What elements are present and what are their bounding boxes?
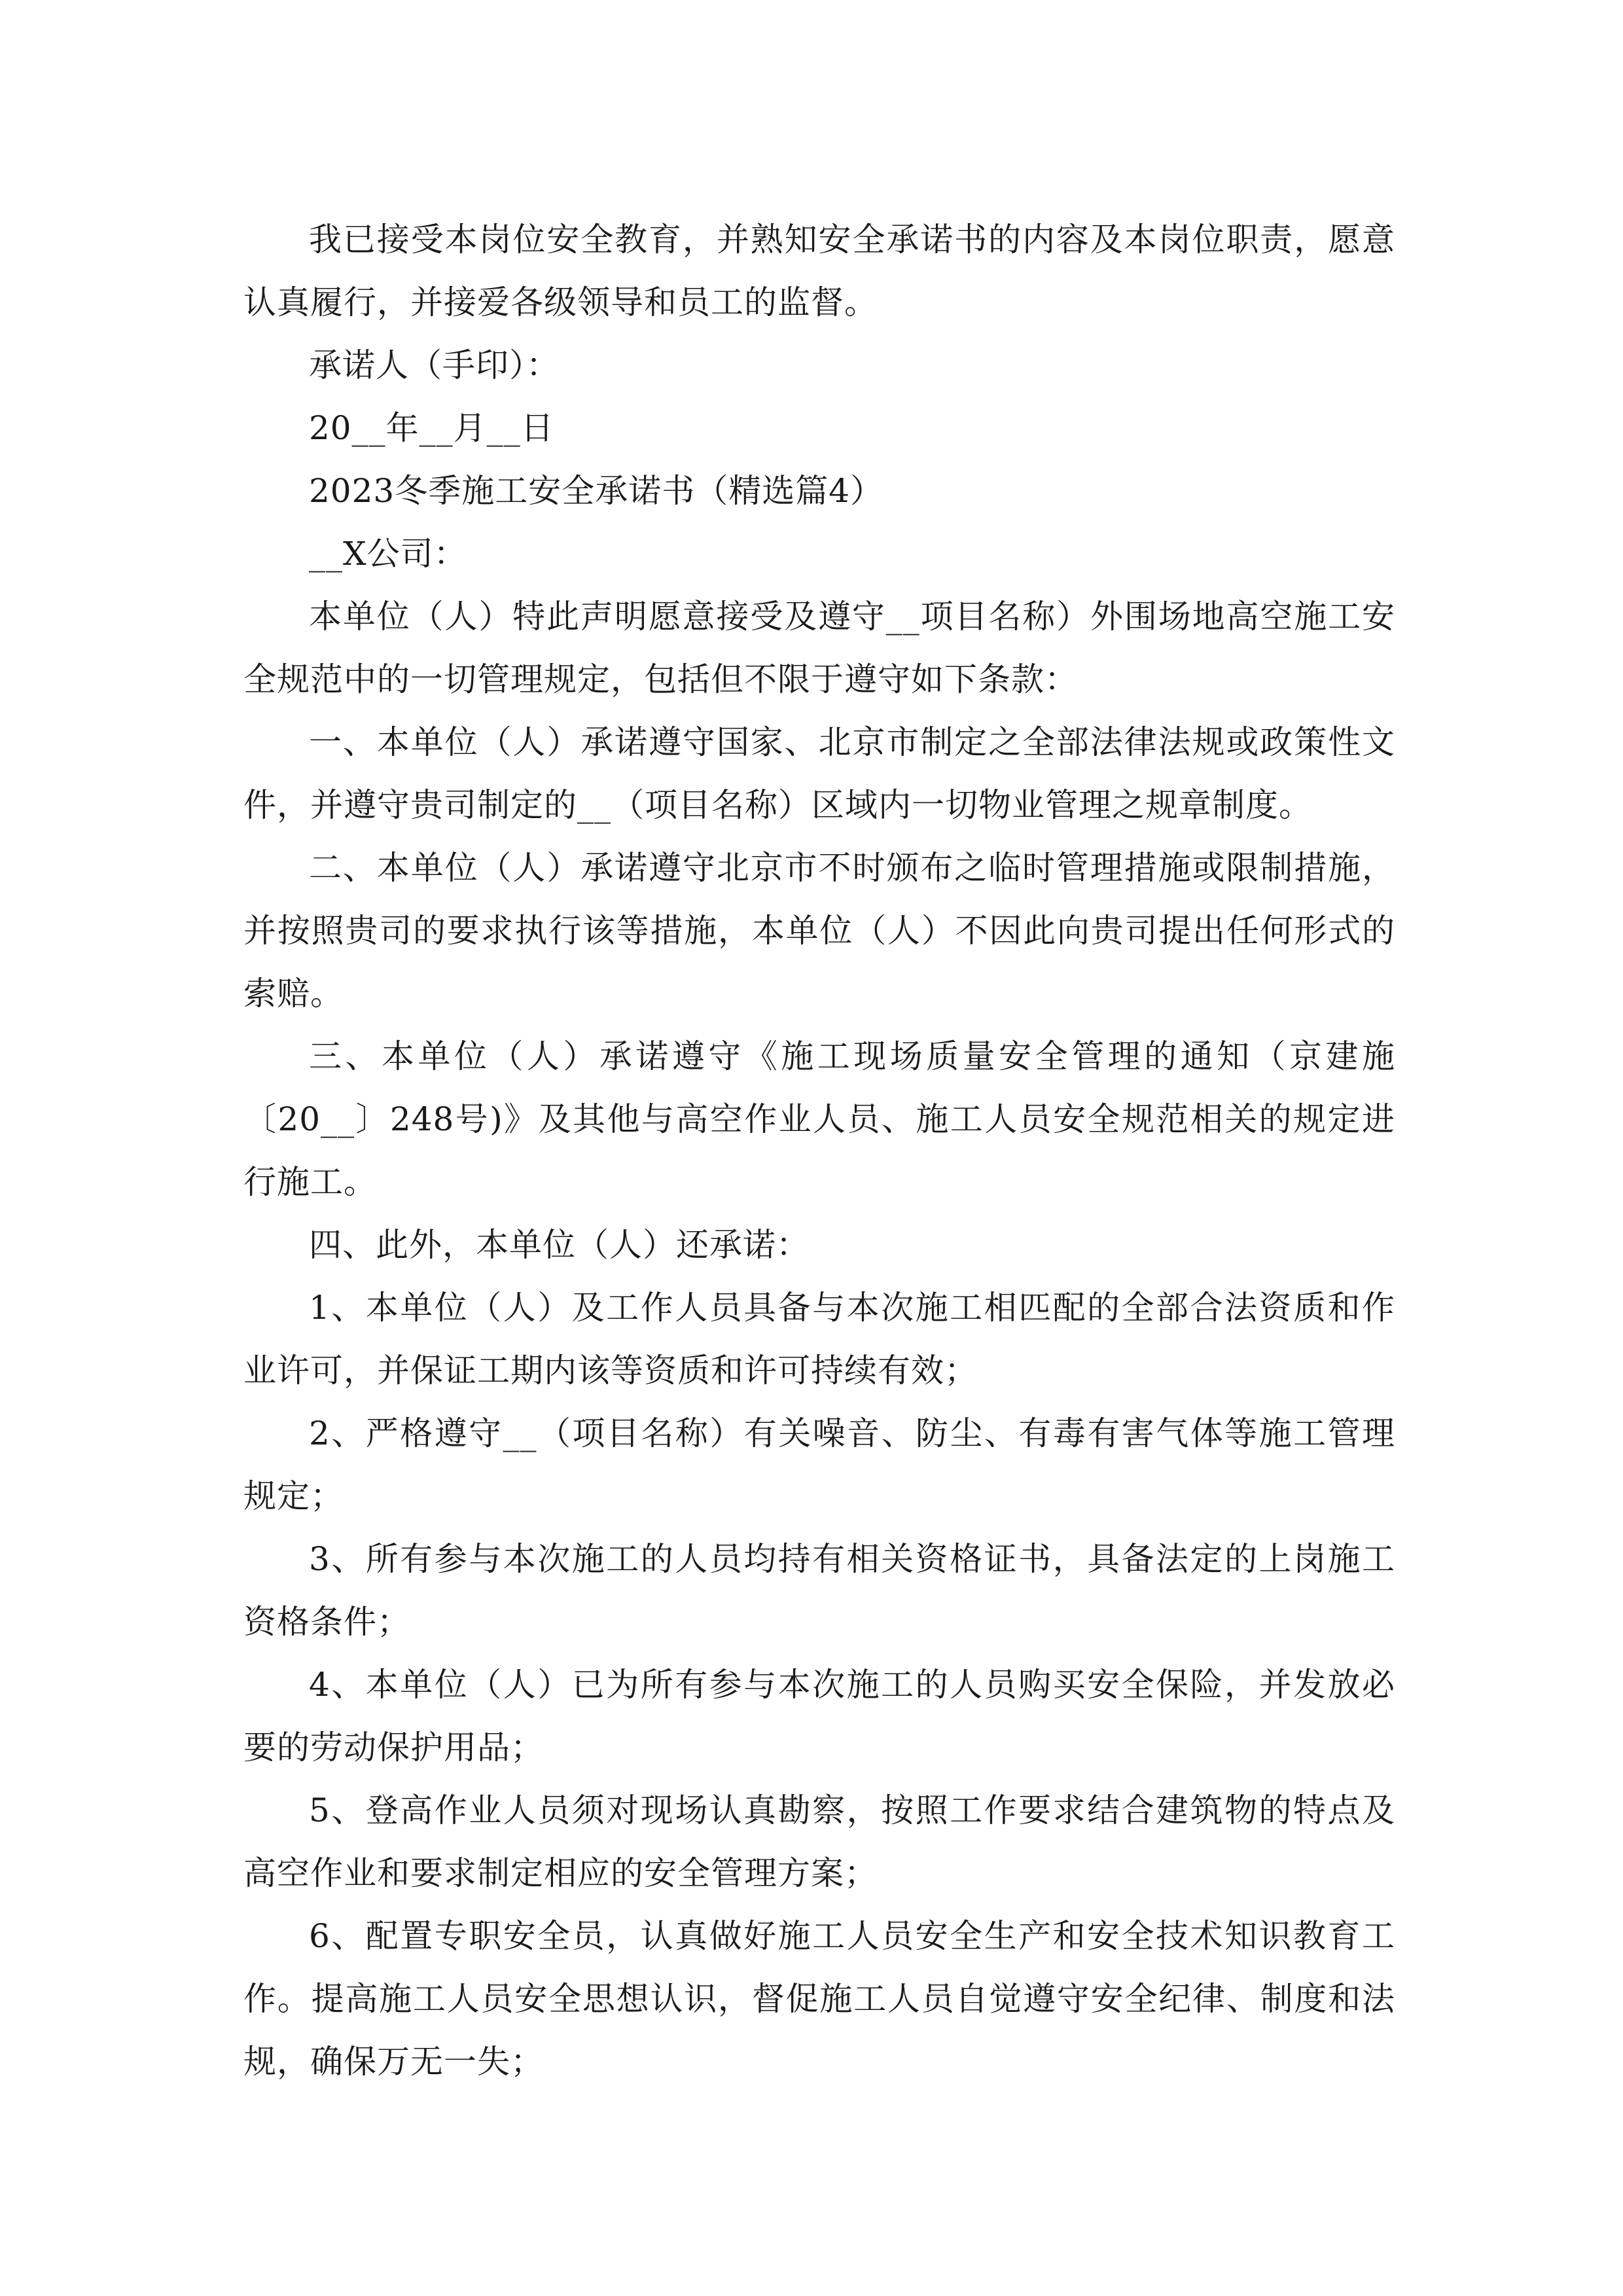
paragraph-date: 20__年__月__日 xyxy=(309,409,554,447)
paragraph-declaration: 本单位（人）特此声明愿意接受及遵守__项目名称）外围场地高空施工安全规范中的一切管理规定，包括但不限于遵守如下条款： xyxy=(243,598,1395,698)
sub-clause-3: 3、所有参与本次施工的人员均持有相关资格证书，具备法定的上岗施工资格条件； xyxy=(243,1540,1395,1641)
sub-clause-2: 2、严格遵守__（项目名称）有关噪音、防尘、有毒有害气体等施工管理规定； xyxy=(243,1414,1395,1515)
paragraph-acknowledgement: 我已接受本岗位安全教育，并熟知安全承诺书的内容及本岗位职责，愿意认真履行，并接爱各级领导和员工的监督。 xyxy=(243,221,1395,321)
clause-3: 三、本单位（人）承诺遵守《施工现场质量安全管理的通知（京建施〔20__〕248号)》及其他与高空作业人员、施工人员安全规范相关的规定进行施工。 xyxy=(243,1037,1395,1201)
sub-clause-1: 1、本单位（人）及工作人员具备与本次施工相匹配的全部合法资质和作业许可，并保证工期内该等资质和许可持续有效； xyxy=(243,1289,1395,1390)
section-title: 2023冬季施工安全承诺书（精选篇4） xyxy=(309,472,884,510)
clause-4: 四、此外，本单位（人）还承诺： xyxy=(309,1226,810,1264)
paragraph-addressee: __X公司： xyxy=(309,535,467,573)
sub-clause-6: 6、配置专职安全员，认真做好施工人员安全生产和安全技术知识教育工作。提高施工人员安全思想认识，督促施工人员自觉遵守安全纪律、制度和法规，确保万无一失； xyxy=(243,1917,1395,2081)
document-body xyxy=(243,208,1395,2093)
clause-1: 一、本单位（人）承诺遵守国家、北京市制定之全部法律法规或政策性文件，并遵守贵司制定的__（项目名称）区域内一切物业管理之规章制度。 xyxy=(243,723,1395,824)
sub-clause-5: 5、登高作业人员须对现场认真勘察，按照工作要求结合建筑物的特点及高空作业和要求制定相应的安全管理方案； xyxy=(243,1791,1395,1892)
clause-2: 二、本单位（人）承诺遵守北京市不时颁布之临时管理措施或限制措施，并按照贵司的要求执行该等措施，本单位（人）不因此向贵司提出任何形式的索赔。 xyxy=(243,849,1395,1013)
paragraph-signatory: 承诺人（手印）： xyxy=(309,346,560,384)
sub-clause-4: 4、本单位（人）已为所有参与本次施工的人员购买安全保险，并发放必要的劳动保护用品； xyxy=(243,1666,1395,1767)
